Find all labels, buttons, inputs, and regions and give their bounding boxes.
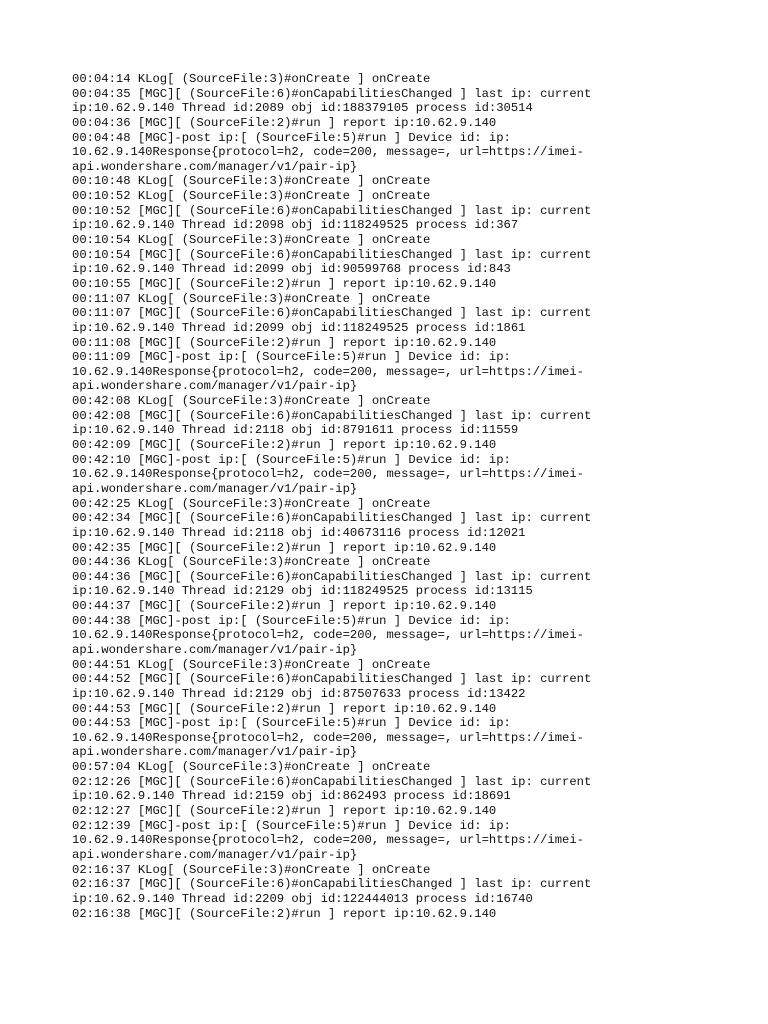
log-line: 10.62.9.140Response{protocol=h2, code=200, message=, url=https://imei-: [72, 467, 584, 482]
log-line: 00:10:54 KLog[ (SourceFile:3)#onCreate ] onCreate: [72, 233, 431, 248]
log-line: 10.62.9.140Response{protocol=h2, code=200, message=, url=https://imei-: [72, 364, 584, 379]
log-line: 00:44:36 [MGC][ (SourceFile:6)#onCapabilitiesChanged ] last ip: current: [72, 569, 592, 584]
log-line: 00:04:36 [MGC][ (SourceFile:2)#run ] report ip:10.62.9.140: [72, 115, 497, 130]
log-line: 00:10:52 [MGC][ (SourceFile:6)#onCapabilitiesChanged ] last ip: current: [72, 203, 592, 218]
log-line: ip:10.62.9.140 Thread id:2118 obj id:40673116 process id:12021: [72, 525, 526, 540]
log-line: 00:10:48 KLog[ (SourceFile:3)#onCreate ] onCreate: [72, 174, 431, 189]
log-line: 02:12:39 [MGC]-post ip:[ (SourceFile:5)#run ] Device id: ip:: [72, 818, 511, 833]
log-line: api.wondershare.com/manager/v1/pair-ip}: [72, 847, 358, 862]
log-line: 00:10:55 [MGC][ (SourceFile:2)#run ] report ip:10.62.9.140: [72, 276, 497, 291]
log-line: 00:44:53 [MGC][ (SourceFile:2)#run ] report ip:10.62.9.140: [72, 701, 497, 716]
log-line: 00:57:04 KLog[ (SourceFile:3)#onCreate ] onCreate: [72, 760, 431, 775]
log-line: 00:44:51 KLog[ (SourceFile:3)#onCreate ] onCreate: [72, 657, 431, 672]
log-line: 00:44:52 [MGC][ (SourceFile:6)#onCapabilitiesChanged ] last ip: current: [72, 672, 592, 687]
log-line: ip:10.62.9.140 Thread id:2209 obj id:122444013 process id:16740: [72, 891, 533, 906]
log-line: 00:42:10 [MGC]-post ip:[ (SourceFile:5)#run ] Device id: ip:: [72, 452, 511, 467]
log-line: api.wondershare.com/manager/v1/pair-ip}: [72, 379, 358, 394]
log-line: api.wondershare.com/manager/v1/pair-ip}: [72, 642, 358, 657]
log-line: 00:44:38 [MGC]-post ip:[ (SourceFile:5)#run ] Device id: ip:: [72, 613, 511, 628]
log-line: ip:10.62.9.140 Thread id:2129 obj id:87507633 process id:13422: [72, 686, 526, 701]
log-line: 00:42:08 [MGC][ (SourceFile:6)#onCapabilitiesChanged ] last ip: current: [72, 408, 592, 423]
log-document: [72, 72, 712, 921]
log-line: ip:10.62.9.140 Thread id:2099 obj id:90599768 process id:843: [72, 262, 511, 277]
log-line: 02:12:26 [MGC][ (SourceFile:6)#onCapabilitiesChanged ] last ip: current: [72, 774, 592, 789]
log-line: 00:44:37 [MGC][ (SourceFile:2)#run ] report ip:10.62.9.140: [72, 599, 497, 614]
log-line: 02:16:37 [MGC][ (SourceFile:6)#onCapabilitiesChanged ] last ip: current: [72, 877, 592, 892]
log-line: 10.62.9.140Response{protocol=h2, code=200, message=, url=https://imei-: [72, 628, 584, 643]
log-line: 00:42:25 KLog[ (SourceFile:3)#onCreate ] onCreate: [72, 496, 431, 511]
log-line: ip:10.62.9.140 Thread id:2098 obj id:118249525 process id:367: [72, 218, 519, 233]
log-line: 10.62.9.140Response{protocol=h2, code=200, message=, url=https://imei-: [72, 833, 584, 848]
log-line: 00:11:07 [MGC][ (SourceFile:6)#onCapabilitiesChanged ] last ip: current: [72, 306, 592, 321]
log-line: api.wondershare.com/manager/v1/pair-ip}: [72, 159, 358, 174]
log-line: 02:12:27 [MGC][ (SourceFile:2)#run ] report ip:10.62.9.140: [72, 804, 497, 819]
log-line: 00:04:35 [MGC][ (SourceFile:6)#onCapabilitiesChanged ] last ip: current: [72, 86, 592, 101]
log-line: ip:10.62.9.140 Thread id:2089 obj id:188379105 process id:30514: [72, 101, 533, 116]
log-line: ip:10.62.9.140 Thread id:2118 obj id:8791611 process id:11559: [72, 423, 519, 438]
log-line: 00:11:08 [MGC][ (SourceFile:2)#run ] report ip:10.62.9.140: [72, 335, 497, 350]
log-line: 02:16:38 [MGC][ (SourceFile:2)#run ] report ip:10.62.9.140: [72, 906, 497, 921]
log-line: 00:11:09 [MGC]-post ip:[ (SourceFile:5)#run ] Device id: ip:: [72, 350, 511, 365]
log-line: 00:10:52 KLog[ (SourceFile:3)#onCreate ] onCreate: [72, 189, 431, 204]
log-line: 02:16:37 KLog[ (SourceFile:3)#onCreate ] onCreate: [72, 862, 431, 877]
log-line: 00:42:35 [MGC][ (SourceFile:2)#run ] report ip:10.62.9.140: [72, 540, 497, 555]
log-line: 00:42:09 [MGC][ (SourceFile:2)#run ] report ip:10.62.9.140: [72, 438, 497, 453]
log-line: 00:04:14 KLog[ (SourceFile:3)#onCreate ] onCreate: [72, 72, 431, 86]
log-line: 00:42:08 KLog[ (SourceFile:3)#onCreate ] onCreate: [72, 394, 431, 409]
log-line: 00:42:34 [MGC][ (SourceFile:6)#onCapabilitiesChanged ] last ip: current: [72, 511, 592, 526]
log-line: 00:11:07 KLog[ (SourceFile:3)#onCreate ] onCreate: [72, 291, 431, 306]
log-line: 00:44:53 [MGC]-post ip:[ (SourceFile:5)#run ] Device id: ip:: [72, 716, 511, 731]
log-line: 00:44:36 KLog[ (SourceFile:3)#onCreate ] onCreate: [72, 555, 431, 570]
log-line: 10.62.9.140Response{protocol=h2, code=200, message=, url=https://imei-: [72, 730, 584, 745]
log-line: api.wondershare.com/manager/v1/pair-ip}: [72, 745, 358, 760]
log-line: 10.62.9.140Response{protocol=h2, code=200, message=, url=https://imei-: [72, 145, 584, 160]
log-line: 00:04:48 [MGC]-post ip:[ (SourceFile:5)#run ] Device id: ip:: [72, 130, 511, 145]
log-line: ip:10.62.9.140 Thread id:2129 obj id:118249525 process id:13115: [72, 584, 533, 599]
log-line: ip:10.62.9.140 Thread id:2099 obj id:118249525 process id:1861: [72, 320, 526, 335]
log-line: 00:10:54 [MGC][ (SourceFile:6)#onCapabilitiesChanged ] last ip: current: [72, 247, 592, 262]
log-line: api.wondershare.com/manager/v1/pair-ip}: [72, 481, 358, 496]
log-line: ip:10.62.9.140 Thread id:2159 obj id:862493 process id:18691: [72, 789, 511, 804]
